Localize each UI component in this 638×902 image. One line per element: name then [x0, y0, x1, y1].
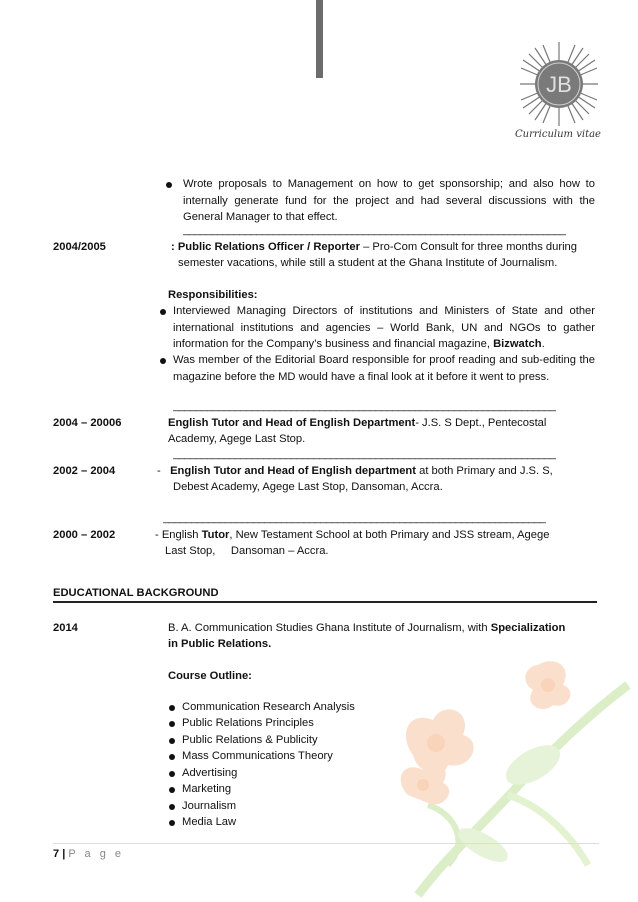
job-prefix: -: [157, 465, 161, 477]
job-title: English Tutor and Head of English department: [170, 465, 416, 477]
course-item: Public Relations Principles: [182, 717, 314, 729]
course-outline-label: Course Outline:: [168, 670, 252, 682]
bullet-icon: [169, 705, 175, 711]
bullet-icon: [160, 358, 166, 364]
job-date: 2004/2005: [53, 241, 106, 253]
separator-line: ____________________________________________________________________: [183, 224, 566, 236]
cv-subtitle: Curriculum vitae: [515, 129, 601, 140]
separator-line: ____________________________________________________________________: [173, 448, 556, 460]
job-detail: – Pro-Com Consult for three months during: [359, 241, 577, 253]
separator-line: ____________________________________________________________________: [163, 512, 546, 524]
bullet-icon: [169, 738, 175, 744]
header-bar: [316, 0, 323, 78]
intro-bullet-text: Wrote proposals to Management on how to get sponsorship; and also how to internally generate fund for the project and had several discussions with the General Manager to that effect.: [183, 178, 595, 223]
bullet-icon: [169, 721, 175, 727]
job-title: English Tutor and Head of English Department: [168, 417, 416, 429]
bullet-icon: [169, 804, 175, 810]
course-item: Marketing: [182, 783, 232, 795]
flower-watermark: [388, 655, 638, 902]
footer-divider: [53, 843, 599, 844]
footer-divider-glyph: |: [62, 848, 66, 860]
course-item: Public Relations & Publicity: [182, 734, 318, 746]
job-detail: - J.S. S Dept., Pentecostal: [415, 417, 547, 429]
job-detail: , New Testament School at both Primary and JSS stream, Agege: [229, 529, 550, 541]
bullet-icon: [169, 787, 175, 793]
job-detail-line: semester vacations, while still a student at the Ghana Institute of Journalism.: [178, 257, 558, 269]
section-heading: EDUCATIONAL BACKGROUND: [53, 587, 219, 599]
degree-text-line2: in Public Relations.: [168, 638, 272, 650]
education-year: 2014: [53, 622, 78, 634]
course-item: Advertising: [182, 767, 238, 779]
job-heading: [157, 463, 597, 480]
jb-logo: [520, 40, 598, 132]
responsibility-item: Was member of the Editorial Board responsible for proof reading and sub-editing the magazine before the MD would have a final look at it before it went to press.: [173, 354, 595, 383]
logo-text: JB: [546, 72, 572, 97]
job-heading: [168, 415, 598, 432]
page-number: 7: [53, 848, 60, 860]
course-item: Journalism: [182, 800, 237, 812]
course-item: Communication Research Analysis: [182, 701, 355, 713]
responsibilities-label: Responsibilities:: [168, 289, 258, 301]
job-title: : Public Relations Officer / Reporter: [171, 241, 360, 253]
job-prefix: - English: [155, 529, 202, 541]
job-heading: [155, 527, 595, 544]
job-detail-line: Academy, Agege Last Stop.: [168, 433, 306, 445]
page-footer: [53, 846, 124, 863]
bullet-icon: [160, 309, 166, 315]
job-detail-line: Last Stop, Dansoman – Accra.: [165, 545, 329, 557]
bullet-icon: [166, 182, 172, 188]
job-heading: [171, 239, 601, 256]
job-date: 2002 – 2004: [53, 465, 116, 477]
separator-line: ____________________________________________________________________: [173, 400, 556, 412]
job-detail-line: Debest Academy, Agege Last Stop, Dansoman, Accra.: [173, 481, 443, 493]
responsibility-item: Interviewed Managing Directors of institutions and Ministers of State and other international institutions and agencies – World Bank, UN and NGOs to gather information for the Company’s business and financial magazine, Bizwatch.: [173, 305, 595, 350]
course-item: Mass Communications Theory: [182, 750, 333, 762]
job-detail: at both Primary and J.S. S,: [416, 465, 553, 477]
job-date: 2004 – 20006: [53, 417, 122, 429]
bullet-icon: [169, 820, 175, 826]
bullet-icon: [169, 754, 175, 760]
section-divider: [53, 601, 597, 603]
bullet-icon: [169, 771, 175, 777]
course-item: Media Law: [182, 816, 237, 828]
job-date: 2000 – 2002: [53, 529, 116, 541]
job-title: Tutor: [201, 529, 230, 541]
page-label: P a g e: [68, 848, 124, 860]
degree-text: B. A. Communication Studies Ghana Institute of Journalism, with Specialization: [168, 622, 566, 634]
